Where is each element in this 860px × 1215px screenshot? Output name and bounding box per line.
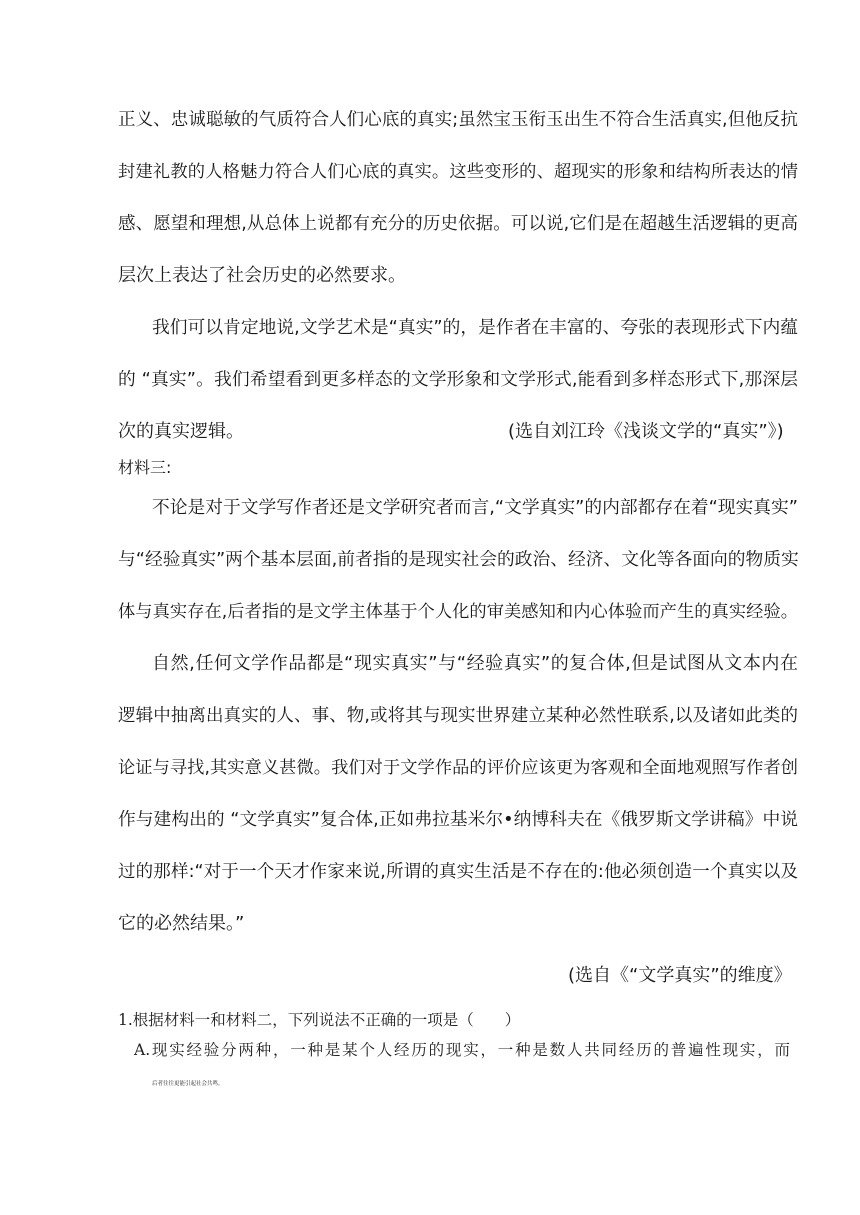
para2-line-3: 次的真实逻辑。 xyxy=(118,421,244,442)
para3-line-1: 不论是对于文学写作者还是文学研究者而言,“文学真实”的内部都存在着“现实真实” xyxy=(152,498,798,518)
para4-line-4: 作与建构出的 “文学真实”复合体,正如弗拉基米尔•纳博科夫在《俄罗斯文学讲稿》中说 xyxy=(118,810,798,830)
material-3-label: 材料三: xyxy=(118,458,172,477)
para4-line-6: 它的必然结果。” xyxy=(118,913,245,934)
para4-line-2: 逻辑中抽离出真实的人、事、物,或将其与现实世界建立某种必然性联系,以及诸如此类的 xyxy=(118,706,798,726)
para1-line-4: 层次上表达了社会历史的必然要求。 xyxy=(118,265,406,286)
para4-line-5: 过的那样:“对于一个天才作家来说,所谓的真实生活是不存在的:他必须创造一个真实以及 xyxy=(118,862,798,882)
para1-line-2: 封建礼教的人格魅力符合人们心底的真实。这些变形的、超现实的形象和结构所表达的情 xyxy=(118,162,798,182)
para2-line-2: 的 “真实”。我们希望看到更多样态的文学形象和文学形式,能看到多样态形式下,那深层 xyxy=(118,370,798,390)
question-1-stem: 1.根据材料一和材料二，下列说法不正确的一项是（ ） xyxy=(118,1011,521,1029)
para4-line-1: 自然,任何文学作品都是“现实真实”与“经验真实”的复合体,但是试图从文本内在 xyxy=(152,653,798,674)
para3-line-2: 与“经验真实”两个基本层面,前者指的是现实社会的政治、经济、文化等各面向的物质实 xyxy=(118,550,799,570)
para2-source: (选自刘江玲《浅谈文学的“真实”》) xyxy=(508,421,784,442)
para1-line-1: 正义、忠诚聪敏的气质符合人们心底的真实;虽然宝玉衔玉出生不符合生活真实,但他反抗 xyxy=(118,110,798,130)
para3-line-3: 体与真实存在,后者指的是文学主体基于个人化的审美感知和内心体验而产生的真实经验。 xyxy=(118,602,798,622)
para2-line-1: 我们可以肯定地说,文学艺术是“真实”的，是作者在丰富的、夸张的表现形式下内蕴 xyxy=(152,318,798,338)
para4-source: (选自《“文学真实”的维度》 xyxy=(568,965,792,986)
para4-line-3: 论证与寻找,其实意义甚微。我们对于文学作品的评价应该更为客观和全面地观照写作者创 xyxy=(118,758,798,778)
question-1-option-a-line-1: A.现实经验分两种，一种是某个人经历的现实，一种是数人共同经历的普遍性现实，而 xyxy=(134,1041,790,1059)
para1-line-3: 感、愿望和理想,从总体上说都有充分的历史依据。可以说,它们是在超越生活逻辑的更高 xyxy=(118,214,798,234)
question-1-option-a-line-2: 后者往往更能引起社会共鸣。 xyxy=(152,1081,224,1087)
